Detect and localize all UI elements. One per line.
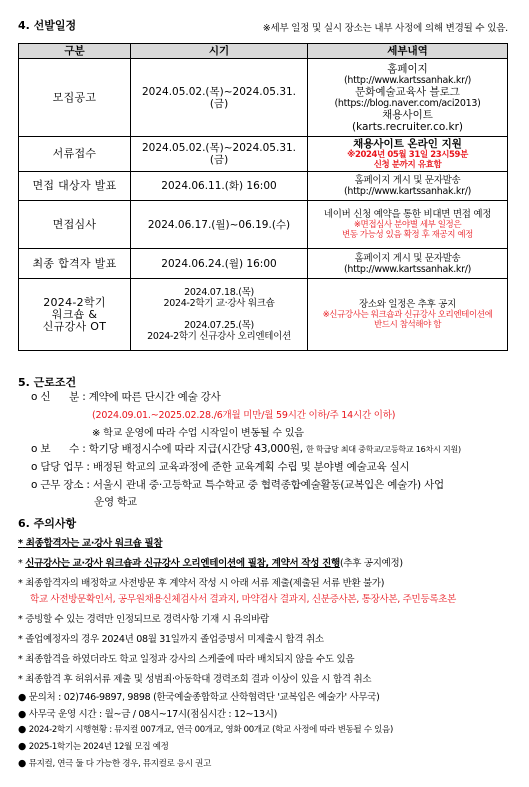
row-category: 면접심사	[19, 201, 131, 249]
precaution-item	[18, 631, 324, 645]
row-period: 2024.06.24.(월) 16:00	[131, 249, 308, 279]
detail-line: 홈페이지 게시 및 문자발송	[354, 252, 461, 264]
bullet-icon: ●	[18, 692, 26, 703]
category-line: 신규강사 OT	[42, 319, 107, 333]
detail-warning: ※신규강사는 워크숍과 신규강사 오리엔테이션에	[322, 310, 493, 320]
place-value: 서울시 관내 중·고등학교 특수학교 중 협력종합예술활동(교복입은 예술가) 사업	[92, 479, 444, 491]
place-row	[31, 477, 444, 492]
blog-link[interactable]: (https://blog.naver.com/aci2013)	[334, 97, 481, 109]
row-category: 서류접수	[19, 137, 131, 172]
row-details	[308, 137, 508, 172]
pay-value: 학기당 배정시수에 따라 지급(시간당 43,000원,	[88, 443, 303, 455]
detail-line: 홈페이지 게시 및 문자발송	[354, 175, 461, 186]
row-period	[131, 279, 308, 351]
category-line: 워크숍 &	[51, 307, 98, 321]
table-row	[19, 249, 508, 279]
precautions-title: 6. 주의사항	[18, 517, 77, 530]
status-row	[31, 389, 221, 404]
precaution-text: 최종합격자는 교·강사 워크숍 필참	[25, 538, 163, 549]
bullet-icon: ●	[18, 758, 26, 769]
table-row	[19, 137, 508, 172]
period-spacer	[133, 309, 305, 320]
detail-line: 장소와 일정은 추후 공지	[359, 299, 456, 310]
table-row	[19, 201, 508, 249]
contact-text: 2025-1학기는 2024년 12월 모집 예정	[28, 742, 169, 752]
precaution-item	[18, 555, 403, 569]
row-period: 2024.06.17.(월)~06.19.(수)	[131, 201, 308, 249]
period-line: 2024.07.25.(목)	[184, 320, 254, 331]
row-details	[308, 172, 508, 201]
row-period: 2024.05.02.(목)~2024.05.31.(금)	[131, 59, 308, 137]
row-category: 면접 대상자 발표	[19, 172, 131, 201]
contact-text: 2024-2학기 시행현황 : 뮤지컬 007개교, 연극 00개교, 영화 00개교 (학교 사정에 따라 변동될 수 있음)	[28, 725, 393, 735]
place-label: o 근무 장소 :	[31, 479, 90, 491]
precaution-text: 최종합격자의 배정학교 사전방문 후 계약서 작성 시 아래 서류 제출(제출된 서류 반환 불가)	[25, 578, 385, 589]
contact-item	[18, 723, 393, 735]
row-details	[308, 59, 508, 137]
status-value: 계약에 따른 단시간 예술 강사	[88, 391, 221, 403]
required-documents: 학교 사전방문확인서, 공무원채용신체검사서 결과지, 마약검사 결과지, 신분증사본, 통장사본, 주민등록초본	[30, 594, 456, 605]
asterisk-icon: *	[18, 674, 23, 685]
period-line: 2024-2학기 신규강사 오리엔테이션	[147, 331, 291, 342]
detail-line: 채용사이트 온라인 지원	[353, 138, 462, 150]
row-details	[308, 201, 508, 249]
place-value-cont: 운영 학교	[94, 496, 137, 508]
detail-warning: 반드시 참석해야 함	[373, 320, 442, 330]
precaution-text: 졸업예정자의 경우 2024년 08월 31일까지 졸업증명서 미제출시 합격 취소	[25, 634, 324, 645]
precaution-item	[18, 611, 269, 625]
contact-text: 문의처 : 02)746-9897, 9898 (한국예술종합학교 산학협력단 '교복입은 예술가' 사무국)	[28, 692, 380, 703]
precaution-text: 최종합격을 하였더라도 학교 일정과 강사의 스케줄에 따라 배치되지 않을 수도 있음	[25, 654, 355, 665]
duty-row	[31, 459, 409, 474]
status-label: o 신 분 :	[31, 391, 86, 403]
table-row	[19, 59, 508, 137]
precaution-item	[18, 651, 354, 665]
detail-line: 문화예술교육사 블로그	[355, 85, 460, 98]
precaution-tail: (추후 공지예정)	[339, 558, 403, 569]
bullet-icon: ●	[18, 709, 26, 720]
contact-text: 사무국 운영 시간 : 월~금 / 08시~17시(점심시간 : 12~13시)	[28, 709, 277, 720]
asterisk-icon: *	[18, 558, 23, 569]
category-line: 2024-2학기	[43, 295, 106, 309]
table-row	[19, 279, 508, 351]
detail-warning: 신청 분까지 유효함	[373, 160, 442, 170]
precaution-text: 증빙할 수 있는 경력만 인정되므로 경력사항 기재 시 유의바람	[25, 614, 269, 625]
status-period: (2024.09.01.~2025.02.28./6개월 미만/월 59시간 이하/주 14시간 이하)	[92, 410, 396, 421]
row-category: 최종 합격자 발표	[19, 249, 131, 279]
detail-warning: 변동 가능성 있음 확정 후 재공지 예정	[342, 230, 473, 240]
homepage-link[interactable]: (http://www.kartssanhak.kr/)	[343, 74, 472, 86]
table-header-row	[19, 44, 508, 59]
table-row	[19, 172, 508, 201]
detail-line: 채용사이트	[382, 108, 433, 121]
work-conditions-section	[18, 374, 518, 508]
schedule-table	[18, 43, 508, 351]
work-conditions-title: 5. 근로조건	[18, 376, 77, 389]
header-period: 시기	[131, 44, 308, 59]
pay-row	[31, 441, 461, 456]
schedule-note: ※세부 일정 및 실시 장소는 내부 사정에 의해 변경될 수 있음.	[262, 23, 508, 34]
duty-value: 배정된 학교의 교육과정에 준한 교육계획 수립 및 분야별 예술교육 실시	[92, 461, 410, 473]
status-note: ※ 학교 운영에 따라 수업 시작일이 변동될 수 있음	[92, 428, 304, 439]
schedule-title: 4. 선발일정	[18, 19, 77, 32]
row-details	[308, 279, 508, 351]
row-category	[19, 279, 131, 351]
precaution-item	[18, 671, 371, 685]
contact-text: 뮤지컬, 연극 둘 다 가능한 경우, 뮤지컬로 응시 권고	[28, 759, 211, 769]
period-line: 2024.07.18.(목)	[184, 287, 254, 298]
detail-line: 홈페이지	[387, 62, 428, 75]
bullet-icon: ●	[18, 741, 26, 752]
detail-warning: ※면접심사 분야별 세부 일정은	[353, 220, 462, 230]
row-period: 2024.06.11.(화) 16:00	[131, 172, 308, 201]
row-period: 2024.05.02.(목)~2024.05.31.(금)	[131, 137, 308, 172]
pay-label: o 보 수 :	[31, 443, 86, 455]
header-details: 세부내역	[308, 44, 508, 59]
pay-note: 한 학급당 최대 중학교/고등학교 16차시 지원)	[306, 445, 461, 454]
precaution-item	[18, 575, 384, 589]
recruit-site-link[interactable]: (karts.recruiter.co.kr)	[352, 120, 463, 133]
period-line: 2024-2학기 교·강사 워크숍	[163, 298, 275, 309]
precautions-section	[18, 515, 518, 685]
contact-item	[18, 740, 169, 752]
row-category: 모집공고	[19, 59, 131, 137]
precaution-item	[18, 535, 162, 549]
bullet-icon: ●	[18, 724, 26, 735]
asterisk-icon: *	[18, 634, 23, 645]
asterisk-icon: *	[18, 538, 23, 549]
header-category: 구분	[19, 44, 131, 59]
schedule-section	[18, 17, 508, 342]
homepage-link[interactable]: (http://www.kartssanhak.kr/)	[343, 263, 472, 275]
duty-label: o 담당 업무 :	[31, 461, 90, 473]
contact-item	[18, 757, 211, 769]
asterisk-icon: *	[18, 578, 23, 589]
homepage-link[interactable]: (http://www.kartssanhak.kr/)	[343, 186, 472, 197]
detail-warning: ※2024년 05월 31일 23시59분	[347, 150, 468, 160]
row-details	[308, 249, 508, 279]
precaution-text: 최종합격 후 허위서류 제출 및 성범죄·아동학대 경력조회 결과 이상이 있을 시 합격 취소	[25, 674, 372, 685]
asterisk-icon: *	[18, 614, 23, 625]
detail-line: 네이버 신청 예약을 통한 비대면 면접 예정	[323, 209, 492, 220]
precaution-text: 신규강사는 교·강사 워크숍과 신규강사 오리엔테이션에 필참, 계약서 작성 진행	[25, 558, 340, 569]
contact-item	[18, 689, 380, 703]
asterisk-icon: *	[18, 654, 23, 665]
contact-item	[18, 706, 277, 720]
